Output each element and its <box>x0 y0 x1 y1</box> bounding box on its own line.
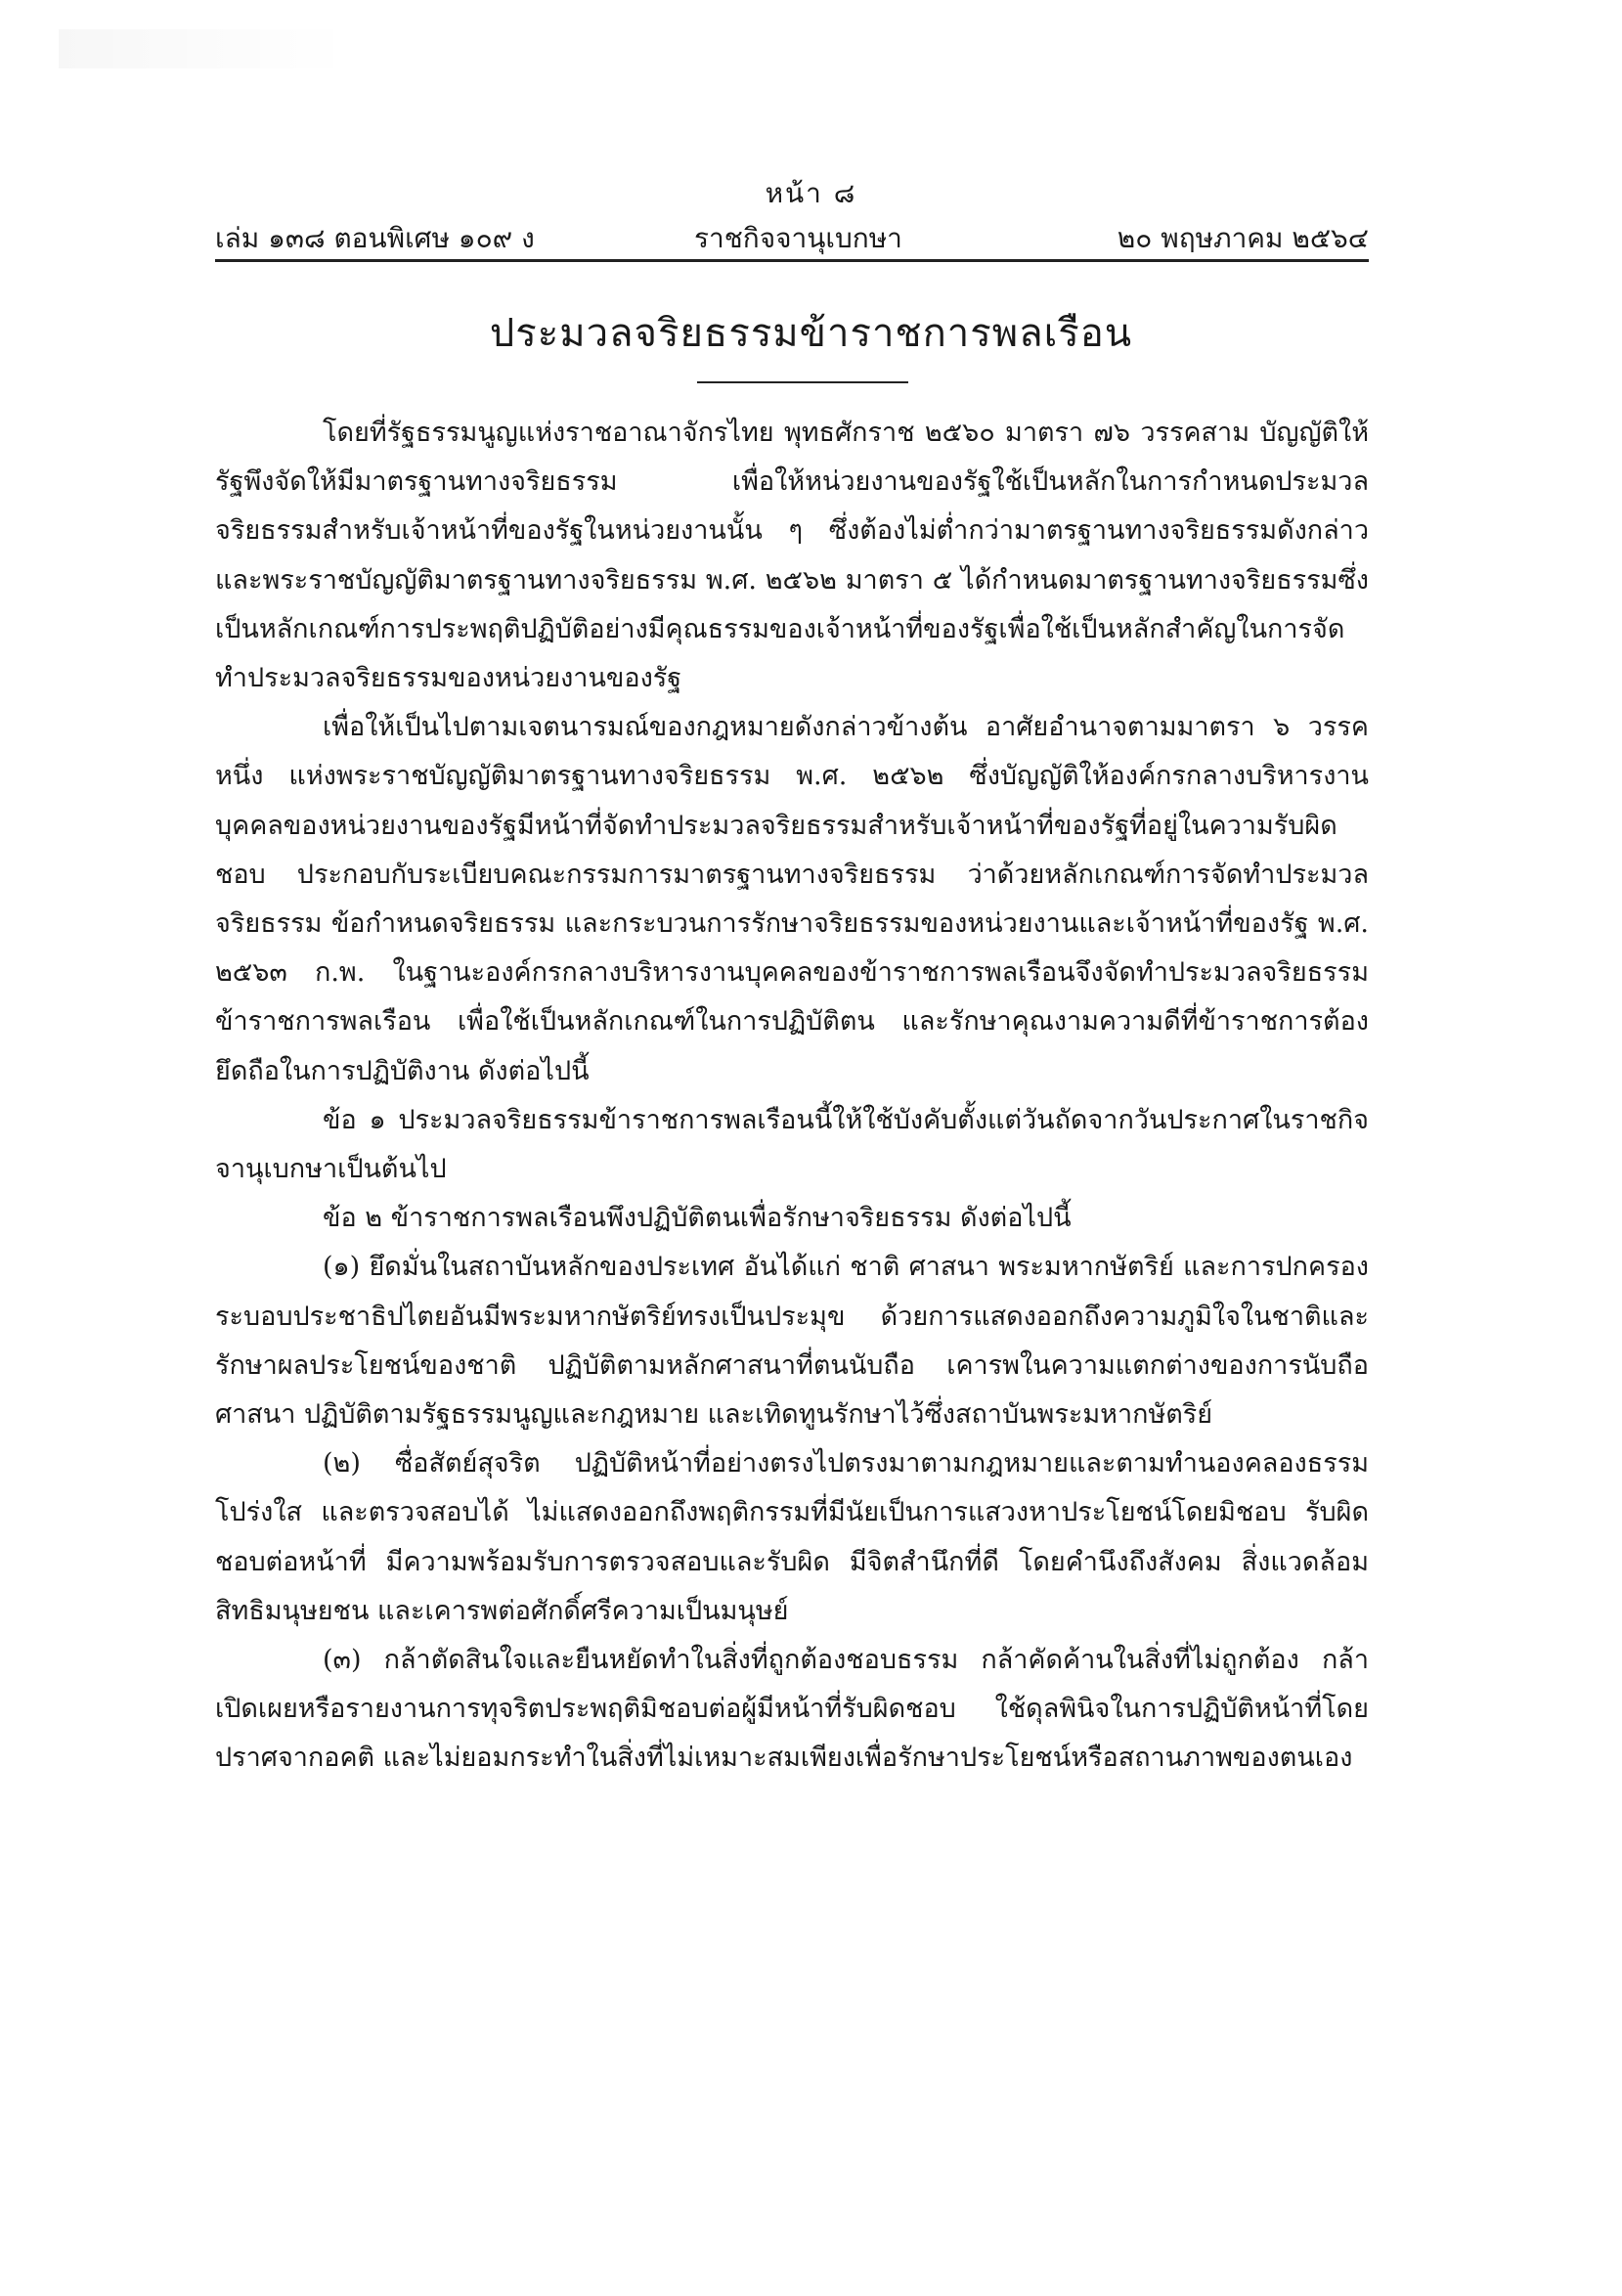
paragraph-preamble: โดยที่รัฐธรรมนูญแห่งราชอาณาจักรไทย พุทธศักราช ๒๕๖๐ มาตรา ๗๖ วรรคสาม บัญญัติให้รัฐพึงจัดให้มีมาตรฐานทางจริยธรรม เพื่อให้หน่วยงานของรัฐใช้เป็นหลักในการกำหนดประมวลจริยธรรมสำหรับเจ้าหน้าที่ของรัฐในหน่วยงานนั้น ๆ ซึ่งต้องไม่ต่ำกว่ามาตรฐานทางจริยธรรมดังกล่าว และพระราชบัญญัติมาตรฐานทางจริยธรรม พ.ศ. ๒๕๖๒ มาตรา ๕ ได้กำหนดมาตรฐานทางจริยธรรมซึ่งเป็นหลักเกณฑ์การประพฤติปฏิบัติอย่างมีคุณธรรมของเจ้าหน้าที่ของรัฐเพื่อใช้เป็นหลักสำคัญในการจัดทำประมวลจริยธรรมของหน่วยงานของรัฐ <box>215 418 1369 694</box>
clause-2-item-1: (๑) ยึดมั่นในสถาบันหลักของประเทศ อันได้แก่ ชาติ ศาสนา พระมหากษัตริย์ และการปกครองระบอบประชาธิปไตยอันมีพระมหากษัตริย์ทรงเป็นประมุข ด้วยการแสดงออกถึงความภูมิใจในชาติและรักษาผลประโยชน์ของชาติ ปฏิบัติตามหลักศาสนาที่ตนนับถือ เคารพในความแตกต่างของการนับถือศาสนา ปฏิบัติตามรัฐธรรมนูญและกฎหมาย และเทิดทูนรักษาไว้ซึ่งสถาบันพระมหากษัตริย์ <box>215 1252 1369 1431</box>
gazette-header <box>215 217 1369 256</box>
clause-2-item-3: (๓) กล้าตัดสินใจและยืนหยัดทำในสิ่งที่ถูกต้องชอบธรรม กล้าคัดค้านในสิ่งที่ไม่ถูกต้อง กล้าเปิดเผยหรือรายงานการทุจริตประพฤติมิชอบต่อผู้มีหน้าที่รับผิดชอบ ใช้ดุลพินิจในการปฏิบัติหน้าที่โดยปราศจากอคติ และไม่ยอมกระทำในสิ่งที่ไม่เหมาะสมเพียงเพื่อรักษาประโยชน์หรือสถานภาพของตนเอง <box>215 1645 1369 1774</box>
page-number: หน้า ๘ <box>765 177 857 209</box>
clause-2-item-2: (๒) ซื่อสัตย์สุจริต ปฏิบัติหน้าที่อย่างตรงไปตรงมาตามกฎหมายและตามทำนองคลองธรรม โปร่งใส และตรวจสอบได้ ไม่แสดงออกถึงพฤติกรรมที่มีนัยเป็นการแสวงหาประโยชน์โดยมิชอบ รับผิดชอบต่อหน้าที่ มีความพร้อมรับการตรวจสอบและรับผิด มีจิตสำนึกที่ดี โดยคำนึงถึงสังคม สิ่งแวดล้อม สิทธิมนุษยชน และเคารพต่อศักดิ์ศรีความเป็นมนุษย์ <box>215 1448 1369 1626</box>
title-underline <box>697 381 908 383</box>
header-divider <box>215 259 1369 262</box>
clause-2: ข้อ ๒ ข้าราชการพลเรือนพึงปฏิบัติตนเพื่อรักษาจริยธรรม ดังต่อไปนี้ <box>323 1203 1072 1234</box>
publication-date: ๒๐ พฤษภาคม ๒๕๖๔ <box>1117 222 1369 254</box>
clause-1: ข้อ ๑ ประมวลจริยธรรมข้าราชการพลเรือนนี้ให้ใช้บังคับตั้งแต่วันถัดจากวันประกาศในราชกิจจานุเบกษาเป็นต้นไป <box>215 1104 1369 1185</box>
paragraph-authority: เพื่อให้เป็นไปตามเจตนารมณ์ของกฎหมายดังกล่าวข้างต้น อาศัยอำนาจตามมาตรา ๖ วรรคหนึ่ง แห่งพระราชบัญญัติมาตรฐานทางจริยธรรม พ.ศ. ๒๕๖๒ ซึ่งบัญญัติให้องค์กรกลางบริหารงานบุคคลของหน่วยงานของรัฐมีหน้าที่จัดทำประมวลจริยธรรมสำหรับเจ้าหน้าที่ของรัฐที่อยู่ในความรับผิดชอบ ประกอบกับระเบียบคณะกรรมการมาตรฐานทางจริยธรรม ว่าด้วยหลักเกณฑ์การจัดทำประมวลจริยธรรม ข้อกำหนดจริยธรรม และกระบวนการรักษาจริยธรรมของหน่วยงานและเจ้าหน้าที่ของรัฐ พ.ศ. ๒๕๖๓ ก.พ. ในฐานะองค์กรกลางบริหารงานบุคคลของข้าราชการพลเรือนจึงจัดทำประมวลจริยธรรมข้าราชการพลเรือน เพื่อใช้เป็นหลักเกณฑ์ในการปฏิบัติตน และรักษาคุณงามความดีที่ข้าราชการต้องยึดถือในการปฏิบัติงาน ดังต่อไปนี้ <box>215 712 1369 1086</box>
volume-info: เล่ม ๑๓๘ ตอนพิเศษ ๑๐๙ ง <box>215 222 535 254</box>
document-title: ประมวลจริยธรรมข้าราชการพลเรือน <box>489 311 1133 356</box>
scan-artifact <box>59 29 352 68</box>
gazette-name: ราชกิจจานุเบกษา <box>694 222 902 254</box>
document-body <box>215 409 1369 1784</box>
